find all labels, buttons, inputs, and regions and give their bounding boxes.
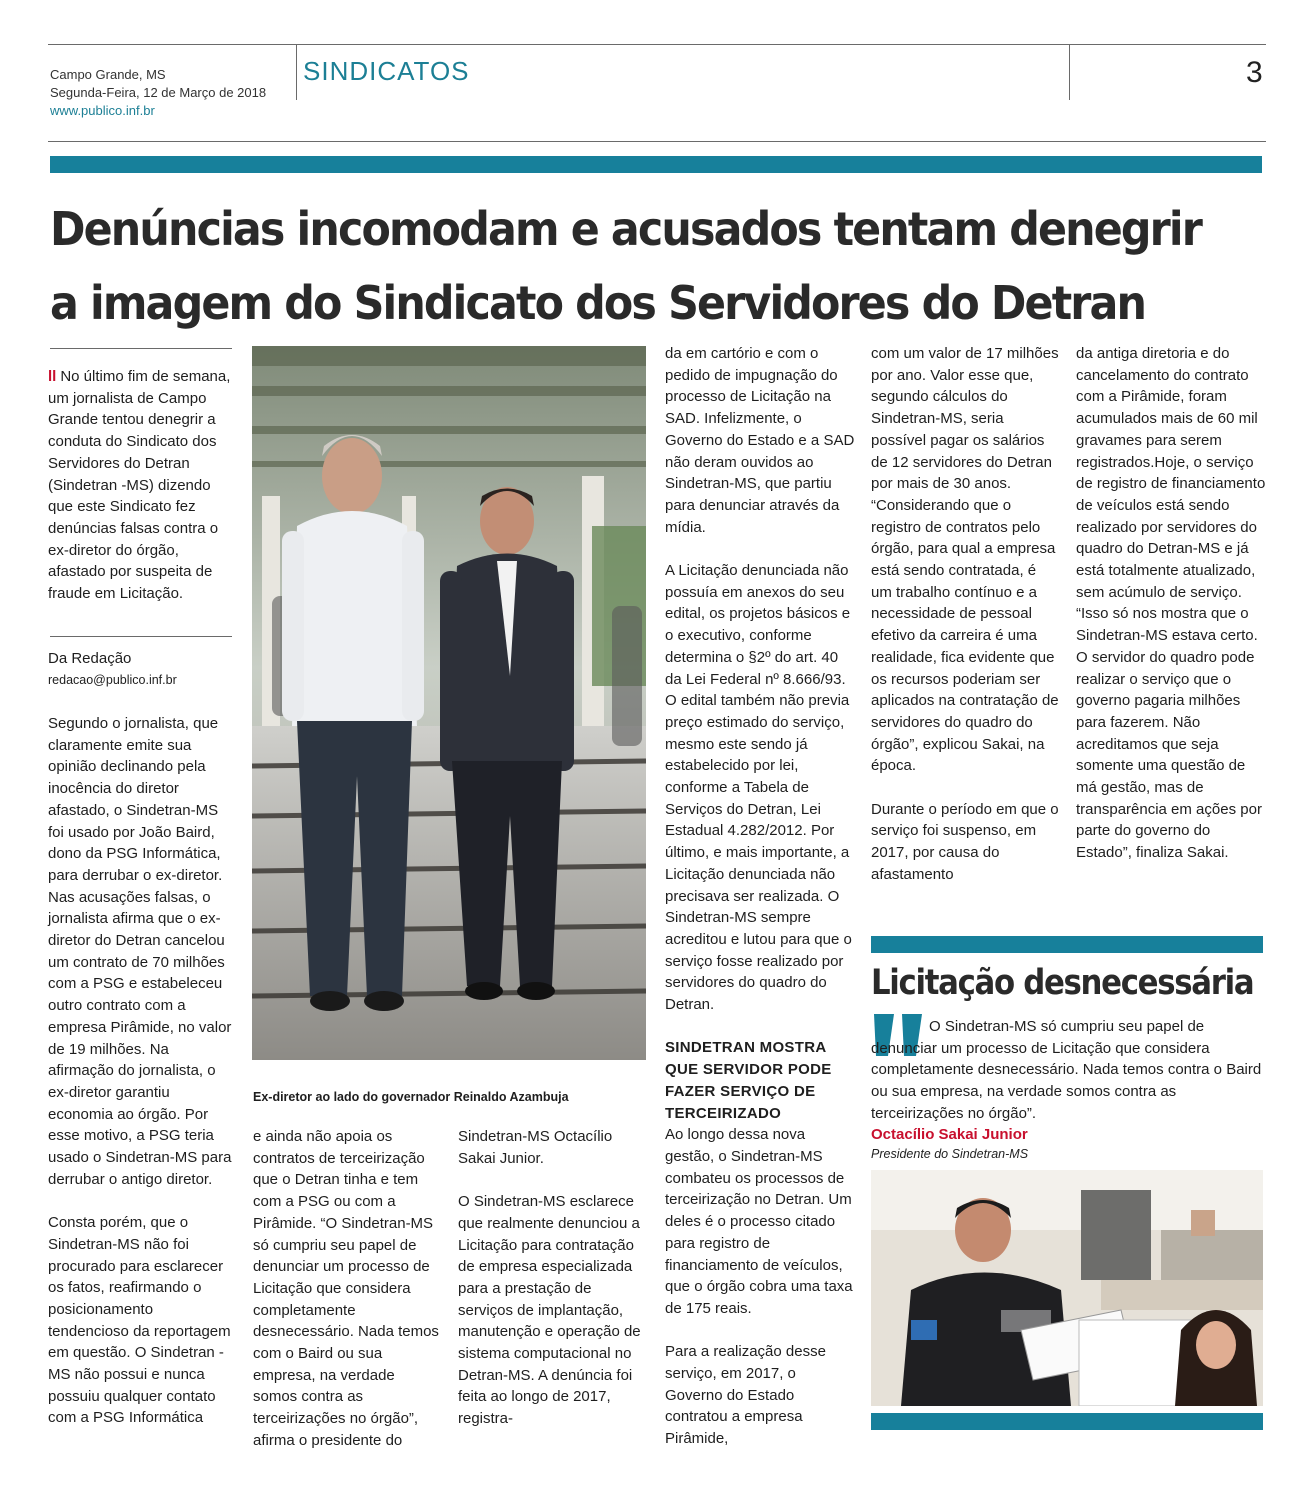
lead-marker: ll [48, 368, 57, 385]
lead-text: No último fim de semana, um jornalista de Campo Grande tentou denegrir a conduta do Sindicato dos Servidores do Detran (Sindetran -MS) dizendo que este Sindicato fez denúncias falsas contra o ex-diretor do órgão, afastado por suspeita de fraude em Licitação. [48, 368, 231, 603]
photo-caption: Ex-diretor ao lado do governador Reinaldo Azambuja [253, 1090, 569, 1104]
col6-paragraph-1: da antiga diretoria e do cancelamento do contrato com a Pirâmide, foram acumulados mais de 60 mil gravames para serem registrados.Hoje, o serviço de registro de financiamento de veículos está sendo realizado por servidores do quadro do Detran-MS e já está totalmente atualizado, sem acúmulo de serviço. “Isso só nos mostra que o Sindetran-MS estava certo. O servidor do quadro pode realizar o serviço que o governo pagaria milhões para fazerem. Não acreditamos que seja somente uma questão de má gestão, mas de transparência em ações por parte do governo do Estado”, finaliza Sakai. [1076, 345, 1266, 862]
col4-paragraph-2: A Licitação denunciada não possuía em anexos do seu edital, os projetos básicos e o executivo, conforme determina o §2º do art. 40 da Lei Federal nº 8.666/93. O edital também não previa preço estimado do serviço, mesmo este sendo já estabelecido por lei, conforme a Tabela de Serviços do Detran, Lei Estadual 4.282/2012. Por último, e mais importante, a Licitação denunciada não precisava ser realizada. O Sindetran-MS sempre acreditou e lutou para que o serviço fosse realizado por servidores do quadro do Detran. [665, 562, 852, 1014]
quote-author-role: Presidente do Sindetran-MS [871, 1147, 1029, 1161]
sidebar-bottom-bar [871, 1413, 1263, 1430]
col5-paragraph-2: Durante o período em que o serviço foi suspenso, em 2017, por causa do afastamento [871, 800, 1059, 883]
col1-paragraph-2: Consta porém, que o Sindetran-MS não foi procurado para esclarecer os fatos, reafirmando o posicionamento tendencioso da reportagem em questão. O Sindetran -MS não possui e nunca possuiu qualquer contato com a PSG Informática [48, 1214, 231, 1427]
col4-paragraph-3: Ao longo dessa nova gestão, o Sindetran-MS combateu os processos de terceirização no Detran. Um deles é o processo citado para registro de financiamento de veículos, que o órgão cobra uma taxa de 175 reais. [665, 1126, 853, 1317]
col4-paragraph-4: Para a realização desse serviço, em 2017, o Governo do Estado contratou a empresa Pirâmide, [665, 1343, 826, 1448]
header-dateline [50, 66, 266, 120]
photo-office-handover-icon [871, 1170, 1263, 1406]
header-city: Campo Grande, MS [50, 67, 166, 82]
col2-paragraph-1: e ainda não apoia os contratos de terceirização que o Detran tinha e tem com a PSG ou com a Pirâmide. “O Sindetran-MS só cumpriu seu papel de denunciar um processo de Licitação que considera completamente desnecessário. Nada temos com o Baird ou sua empresa, na verdade somos contra as terceirizações no órgão”, afirma o presidente do [253, 1128, 439, 1449]
subheading: SINDETRAN MOSTRA QUE SERVIDOR PODE FAZER SERVIÇO DE TERCEIRIZADO [665, 1039, 832, 1122]
col4-paragraph-1: da em cartório e com o pedido de impugnação do processo de Licitação na SAD. Infelizmente, o Governo do Estado e a SAD não deram ouvidos ao Sindetran-MS, que partiu para denunciar através da mídia. [665, 345, 855, 536]
lead-column [48, 366, 236, 605]
column-3 [458, 1126, 648, 1430]
column-4 [665, 343, 855, 1450]
page-number: 3 [1246, 56, 1263, 89]
col1-paragraph-1: Segundo o jornalista, que claramente emite sua opinião declinando pela inocência do diretor afastado, o Sindetran-MS foi usado por João Baird, dono da PSG Informática, para derrubar o ex-diretor. Nas acusações falsas, o jornalista afirma que o ex-diretor do Detran cancelou um contrato de 70 milhões com a PSG e estabeleceu outro contrato com a empresa Pirâmide, no valor de 19 milhões. Na afirmação do jornalista, o ex-diretor garantiu economia ao órgão. Por esse motivo, a PSG teria usado o Sindetran-MS para derrubar o antigo diretor. [48, 715, 232, 1188]
column-6 [1076, 343, 1266, 864]
column-5 [871, 343, 1061, 886]
headline-line-1: Denúncias incomodam e acusados tentam denegrir [50, 202, 1201, 256]
byline-email[interactable]: redacao@publico.inf.br [48, 672, 177, 687]
sidebar-quote-text: O Sindetran-MS só cumpriu seu papel de denunciar um processo de Licitação que considera completamente desnecessário. Nada temos contra o Baird ou sua empresa, na verdade somos contra as terceirizações no órgão”. [871, 1018, 1262, 1122]
photo-two-men-walking-icon [252, 346, 646, 1060]
col3-paragraph-1: Sindetran-MS Octacílio Sakai Junior. [458, 1128, 613, 1167]
col5-paragraph-1: com um valor de 17 milhões por ano. Valor esse que, segundo cálculos do Sindetran-MS, seria possível pagar os salários de 12 servidores do Detran por mais de 30 anos. “Considerando que o registro de contratos pelo órgão, para qual a empresa está sendo contratada, é um trabalho contínuo e a necessidade de pessoal efetivo da carreira é uma realidade, fica evidente que os recursos poderiam ser aplicados na contratação de servidores do quadro do órgão”, explicou Sakai, na época. [871, 345, 1059, 775]
sidebar-title: Licitação desnecessária [871, 963, 1254, 1003]
sidebar-photo [871, 1170, 1263, 1406]
sidebar-accent-bar [871, 936, 1263, 953]
headline-line-2: a imagem do Sindicato dos Servidores do Detran [50, 276, 1146, 330]
column-2 [253, 1126, 443, 1452]
col3-paragraph-2: O Sindetran-MS esclarece que realmente denunciou a Licitação para contratação de empresa especializada para a prestação de serviços de implantação, manutenção e operação de sistema computacional no Detran-MS. A denúncia foi feita ao longo de 2017, registra- [458, 1193, 641, 1428]
header-date: Segunda-Feira, 12 de Março de 2018 [50, 85, 267, 100]
headline [50, 192, 1201, 340]
byline: Da Redação [48, 650, 132, 667]
quote-author: Octacílio Sakai Junior [871, 1126, 1028, 1143]
header-site[interactable]: www.publico.inf.br [50, 103, 155, 118]
section-title: SINDICATOS [303, 56, 470, 86]
column-1 [48, 713, 236, 1429]
main-photo [252, 346, 646, 1060]
sidebar-quote [871, 1016, 1263, 1125]
byline-block [48, 648, 236, 691]
top-accent-bar [50, 156, 1262, 173]
